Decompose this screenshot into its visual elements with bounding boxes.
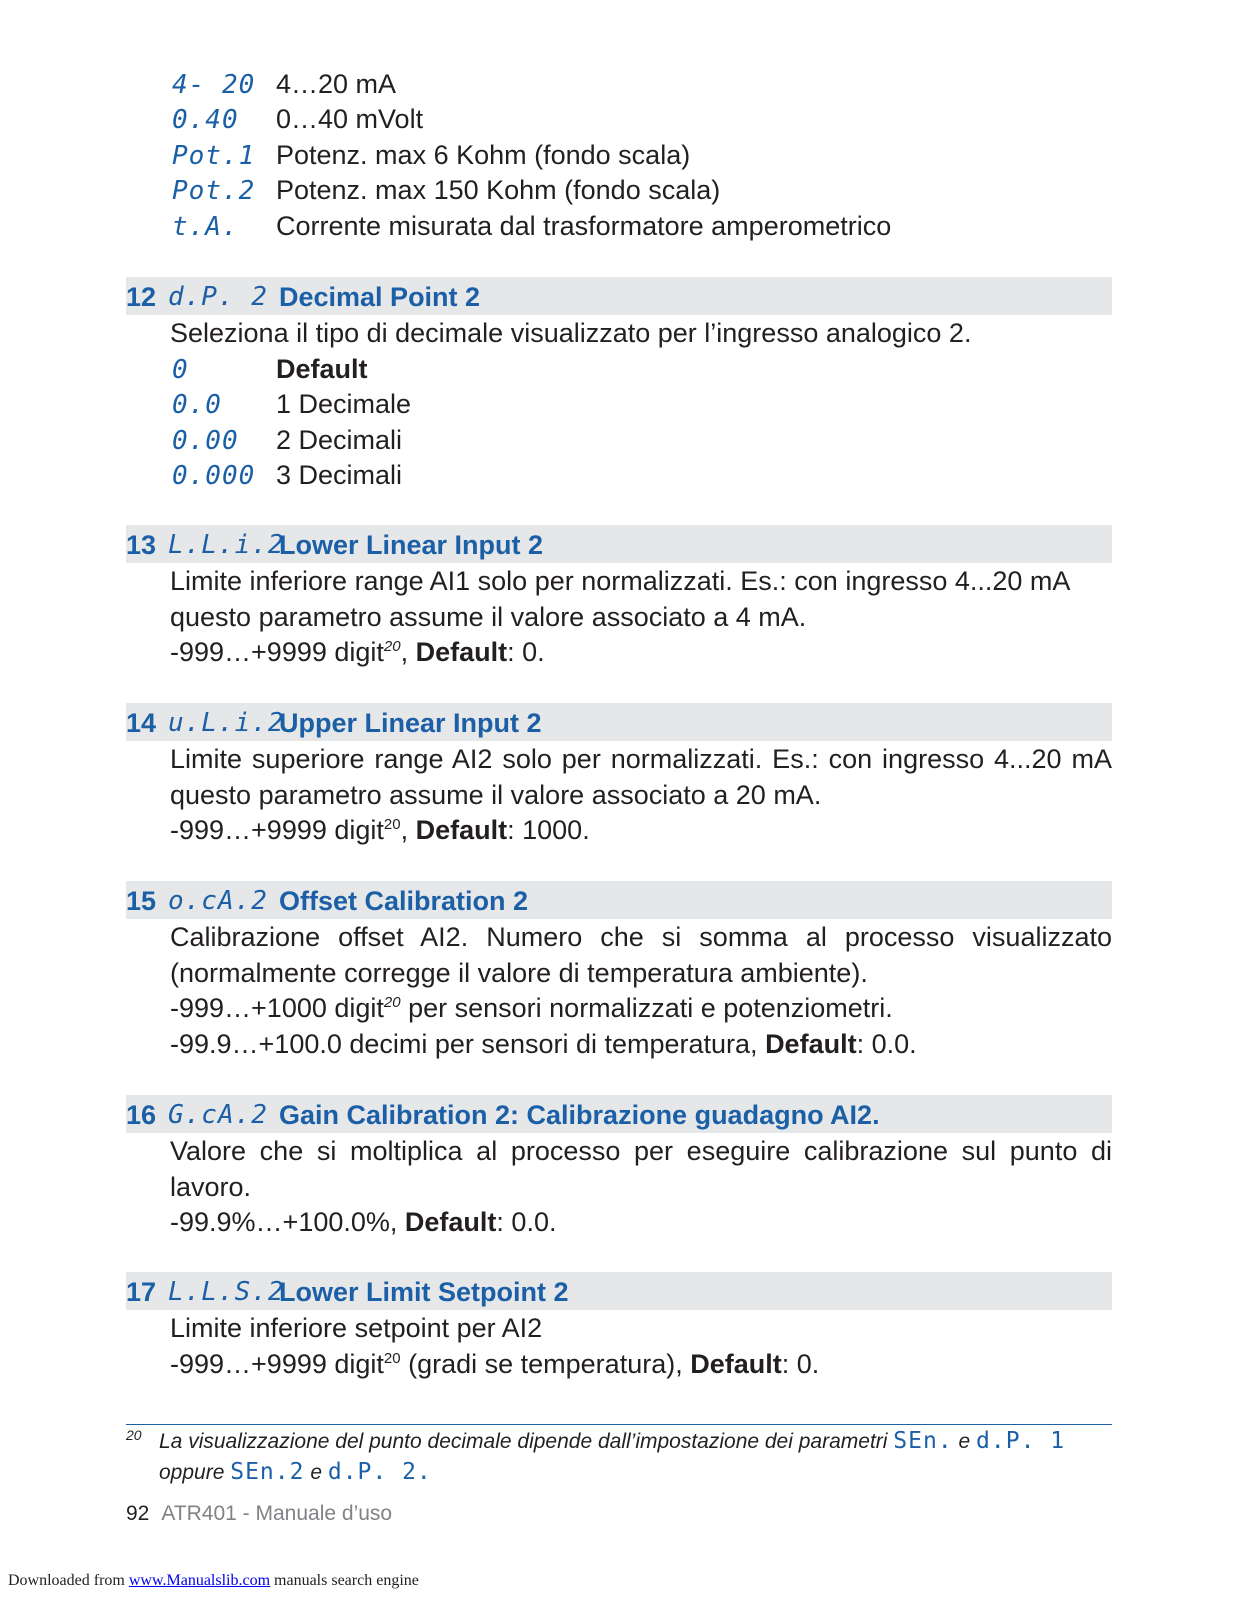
option-label: Corrente misurata dal trasformatore amperometrico: [276, 211, 892, 241]
display-code: 0: [172, 355, 189, 385]
display-code: 0.40: [172, 105, 239, 135]
param-range: -999…+9999 digit$^{20}$, Default: 0.: [170, 637, 545, 667]
footnote-text: La visualizzazione del punto decimale dipende dall’impostazione dei parametri SEn. e d.P. 1 oppure SEn.2 e d.P. 2.: [159, 1428, 1066, 1485]
option-row: [172, 172, 720, 209]
option-label: 0…40 mVolt: [276, 104, 424, 134]
param-code: L.L.S.2: [168, 1277, 285, 1307]
param-title: Upper Linear Input 2: [279, 708, 542, 738]
option-row: [172, 66, 396, 103]
option-row: [172, 422, 402, 459]
download-notice: Downloaded from www.Manualslib.com manuals search engine: [8, 1572, 419, 1589]
option-label: 2 Decimali: [276, 425, 403, 455]
option-label: 3 Decimali: [276, 460, 403, 490]
option-label: 1 Decimale: [276, 389, 412, 419]
param-description: Limite inferiore range AI1 solo per normalizzati. Es.: con ingresso 4...20 mA questo parametro assume il valore associato a 4 mA.: [170, 566, 1069, 632]
param-header-15: [126, 881, 1112, 919]
param-number: 13: [126, 530, 157, 560]
param-code: d.P. 2: [168, 282, 268, 312]
option-row: [172, 351, 368, 388]
param-description: Valore che si moltiplica al processo per eseguire calibrazione sul punto di lavoro.: [170, 1136, 1112, 1202]
option-row: [172, 208, 891, 245]
option-row: [172, 386, 411, 423]
option-label: Potenz. max 6 Kohm (fondo scala): [276, 140, 691, 170]
display-code: Pot.2: [172, 176, 256, 206]
option-label: Potenz. max 150 Kohm (fondo scala): [276, 175, 721, 205]
display-code: Pot.1: [172, 141, 256, 171]
option-row: [172, 457, 402, 494]
param-header-17: [126, 1272, 1112, 1310]
display-code: 0.000: [172, 461, 256, 491]
option-label: Default: [276, 354, 368, 384]
page-footer: [126, 1502, 392, 1526]
manualslib-link[interactable]: www.Manualslib.com: [128, 1572, 271, 1589]
display-code: 4- 20: [172, 70, 256, 100]
param-title: Lower Linear Input 2: [279, 530, 544, 560]
param-number: 16: [126, 1100, 157, 1130]
param-description: Limite inferiore setpoint per AI2: [170, 1313, 543, 1343]
display-code: 0.0: [172, 390, 222, 420]
param-code: G.cA.2: [168, 1100, 268, 1130]
param-title: Lower Limit Setpoint 2: [279, 1277, 569, 1307]
option-row: [172, 137, 690, 174]
param-range: -999…+1000 digit$^{20}$ per sensori normalizzati e potenziometri.: [170, 993, 893, 1023]
param-description: Limite superiore range AI2 solo per normalizzati. Es.: con ingresso 4...20 mA questo parametro assume il valore associato a 20 mA.: [170, 744, 1112, 810]
display-code: t.A.: [172, 212, 239, 242]
param-title: Gain Calibration 2: Calibrazione guadagno AI2.: [279, 1100, 880, 1130]
param-header-14: [126, 703, 1112, 741]
param-code: o.cA.2: [168, 886, 268, 916]
param-number: 12: [126, 282, 157, 312]
footnote-rule: [126, 1424, 1112, 1425]
param-number: 17: [126, 1277, 157, 1307]
param-number: 14: [126, 708, 157, 738]
param-title: Decimal Point 2: [279, 282, 481, 312]
manual-title: ATR401 - Manuale d’uso: [161, 1502, 393, 1525]
option-row: [172, 101, 423, 138]
param-range: -99.9…+100.0 decimi per sensori di temperatura, Default: 0.0.: [170, 1029, 917, 1059]
param-header-12: [126, 277, 1112, 315]
param-range: -999…+9999 digit$^{20}$ (gradi se temperatura), Default: 0.: [170, 1349, 820, 1379]
footnote-mark: 20: [126, 1427, 142, 1443]
param-title: Offset Calibration 2: [279, 886, 529, 916]
page-number: 92: [126, 1502, 150, 1525]
param-code: u.L.i.2: [168, 708, 285, 738]
display-code: 0.00: [172, 426, 239, 456]
param-range: -99.9%…+100.0%, Default: 0.0.: [170, 1207, 557, 1237]
param-range: -999…+9999 digit$^{20}$, Default: 1000.: [170, 815, 590, 845]
param-header-13: [126, 525, 1112, 563]
param-code: L.L.i.2: [168, 530, 285, 560]
param-description: Seleziona il tipo di decimale visualizzato per l’ingresso analogico 2.: [170, 318, 972, 348]
param-header-16: [126, 1095, 1112, 1133]
option-label: 4…20 mA: [276, 69, 397, 99]
param-number: 15: [126, 886, 157, 916]
param-description: Calibrazione offset AI2. Numero che si somma al processo visualizzato (normalmente corregge il valore di temperatura ambiente).: [170, 922, 1112, 988]
